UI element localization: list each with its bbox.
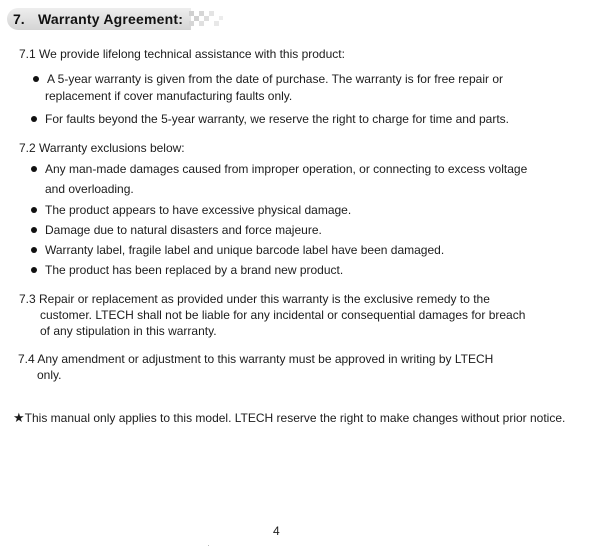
list-item-text: Damage due to natural disasters and force majeure. [45,223,322,237]
list-item-text: The product appears to have excessive physical damage. [45,203,352,217]
bullet-icon [31,267,37,273]
scan-speck [208,545,209,546]
bullet-icon [33,76,39,82]
clause-7-3-continuation: customer. LTECH shall not be liable for any incidental or consequential damages for breach [40,308,526,322]
list-item-text: For faults beyond the 5-year warranty, we reserve the right to charge for time and parts. [45,112,509,126]
star-icon: ★ [13,410,25,425]
clause-7-2-intro: 7.2 Warranty exclusions below: [19,141,185,155]
checker-pattern-icon [189,11,229,27]
list-item-continuation: and overloading. [45,182,134,196]
page-number: 4 [273,524,280,538]
clause-7-4-continuation: only. [37,368,62,382]
bullet-icon [31,166,37,172]
bullet-icon [31,227,37,233]
bullet-icon [31,247,37,253]
clause-7-4-line: 7.4 Any amendment or adjustment to this warranty must be approved in writing by LTECH [18,352,494,366]
list-item-text: Any man-made damages caused from improper operation, or connecting to excess voltage [45,162,528,176]
clause-7-3-line: 7.3 Repair or replacement as provided under this warranty is the exclusive remedy to the [19,292,490,306]
bullet-icon [31,207,37,213]
section-number: 7. [13,11,25,27]
notice-text: This manual only applies to this model. LTECH reserve the right to make changes without prior notice. [24,411,566,425]
manual-notice [13,411,565,425]
section-title: Warranty Agreement: [38,11,184,27]
list-item-text: The product has been replaced by a brand new product. [45,263,344,277]
list-item-text: A 5-year warranty is given from the date of purchase. The warranty is for free repair or [47,72,503,86]
clause-7-3-continuation: of any stipulation in this warranty. [40,324,217,338]
list-item-text: Warranty label, fragile label and unique barcode label have been damaged. [45,243,445,257]
clause-7-1-intro: 7.1 We provide lifelong technical assistance with this product: [19,47,345,61]
list-item-continuation: replacement if cover manufacturing faults only. [45,89,293,103]
section-header [7,8,227,30]
bullet-icon [31,116,37,122]
